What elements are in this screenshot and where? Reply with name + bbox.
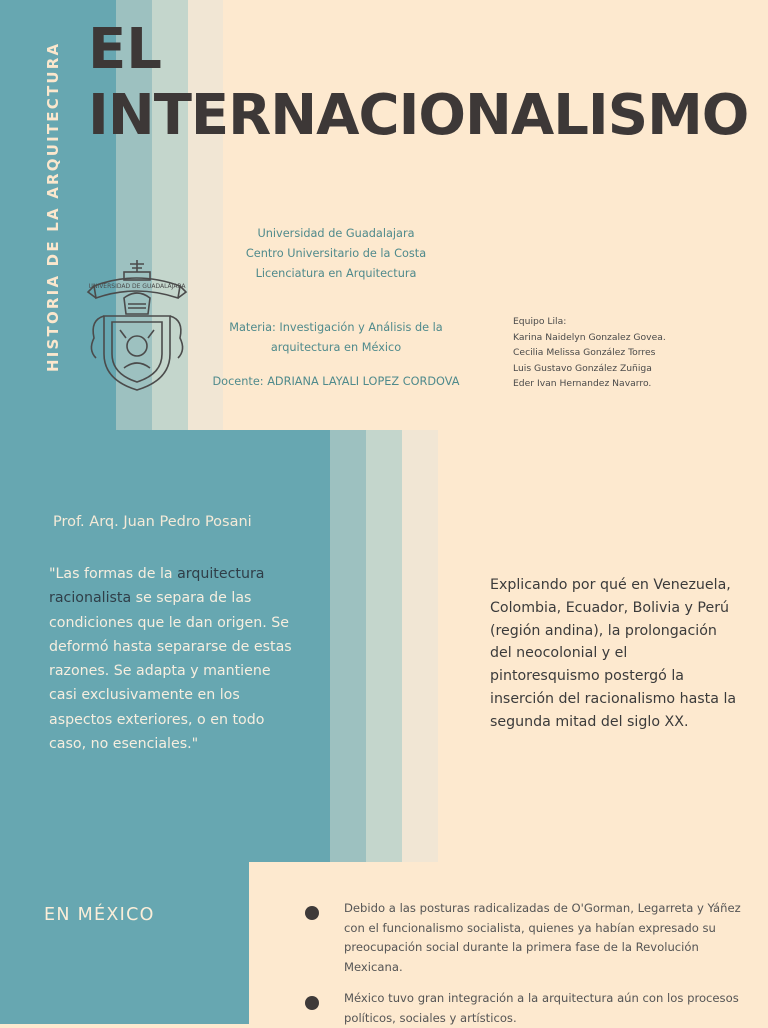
team-member: Cecilia Melissa González Torres bbox=[513, 347, 656, 358]
explanation-text: Explicando por qué en Venezuela, Colombia, Ecuador, Bolivia y Perú (región andina), la prolongación del neocolonial y el pintoresquismo postergó la inserción del racionalismo hasta la segunda mitad del siglo XX. bbox=[490, 577, 737, 730]
university-name: Universidad de Guadalajara bbox=[257, 227, 415, 240]
bullet-icon bbox=[305, 996, 319, 1010]
mexico-heading: EN MÉXICO bbox=[44, 905, 155, 925]
team-member: Luis Gustavo González Zuñiga bbox=[513, 362, 652, 374]
team-member: Eder Ivan Hernandez Navarro. bbox=[513, 378, 652, 389]
center-name: Centro Universitario de la Costa bbox=[245, 247, 427, 260]
mexico-point-2: México tuvo gran integración a la arquitectura aún con los procesos políticos, sociales y artísticos. bbox=[344, 991, 739, 1025]
quote-part-1: "Las formas de la bbox=[49, 566, 178, 582]
mexico-point-1: Debido a las posturas radicalizadas de O'Gorman, Legarreta y Yáñez con el funcionalismo socialista, quienes ya habían expresado su preocupación social durante la primera fase de la Revolución Mexicana. bbox=[344, 901, 741, 974]
quote-highlight: arquitectura racionalista bbox=[49, 566, 265, 607]
team-member: Karina Naidelyn Gonzalez Govea. bbox=[513, 331, 666, 343]
quote-author: Prof. Arq. Juan Pedro Posani bbox=[53, 514, 252, 530]
bottom-teal-panel bbox=[0, 862, 249, 1024]
title-line-1: EL bbox=[88, 17, 162, 82]
team-label: Equipo Lila: bbox=[513, 316, 567, 327]
bullet-icon bbox=[305, 906, 319, 920]
stripe-1-middle bbox=[330, 430, 366, 862]
teacher-name: Docente: ADRIANA LAYALI LOPEZ CORDOVA bbox=[212, 375, 460, 388]
title-line-2: INTERNACIONALISMO bbox=[88, 83, 749, 148]
team-block bbox=[513, 314, 666, 392]
logo-text: UNIVERSIDAD DE GUADALAJARA bbox=[88, 283, 186, 290]
stripe-3-middle bbox=[402, 430, 438, 862]
stripe-3-top bbox=[188, 0, 223, 430]
institution-block bbox=[190, 224, 482, 284]
subject-line-1: Materia: Investigación y Análisis de la bbox=[229, 321, 443, 334]
quote-part-2: se separa de las condiciones que le dan origen. Se deformó hasta separarse de estas razones. Se adapta y mantiene casi exclusivamente en los aspectos exteriores, o en todo caso, no esenciales." bbox=[49, 590, 292, 753]
course-block bbox=[190, 318, 482, 358]
university-shield-icon bbox=[86, 258, 188, 394]
stripe-2-middle bbox=[366, 430, 402, 862]
vertical-section-label: HISTORIA DE LA ARQUITECTURA bbox=[44, 41, 62, 372]
quote-text bbox=[49, 562, 299, 756]
program-name: Licenciatura en Arquitectura bbox=[255, 267, 417, 280]
subject-line-2: arquitectura en México bbox=[270, 341, 402, 354]
